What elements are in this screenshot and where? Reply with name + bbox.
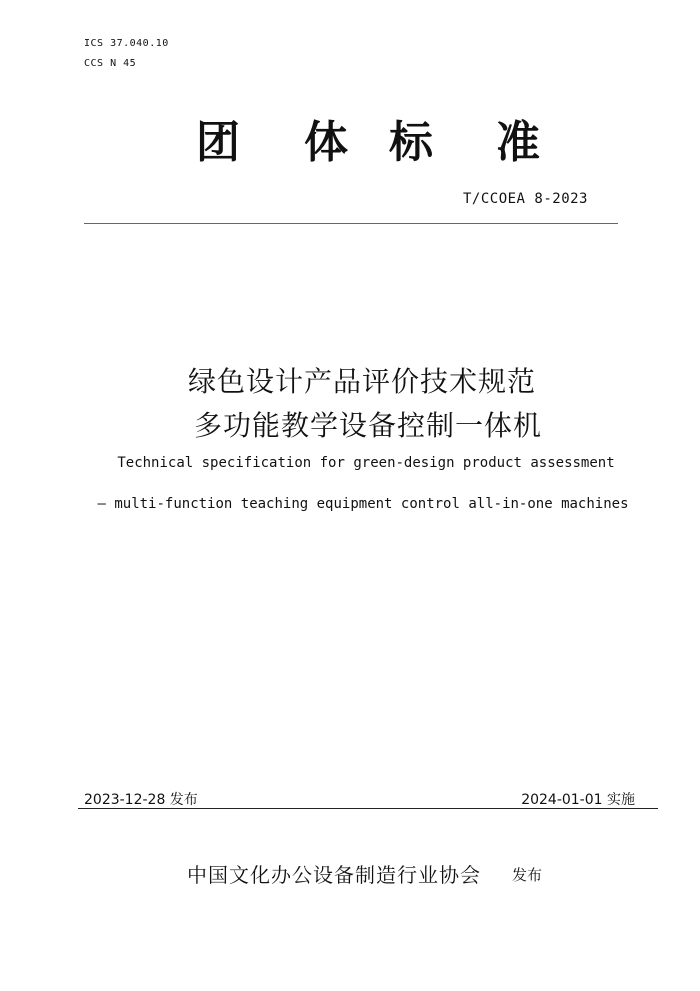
standard-number: T/CCOEA 8-2023 <box>462 191 588 207</box>
standard-type-char: 标 <box>389 117 433 168</box>
title-en-line1: Technical specification for green-design product assessment <box>117 455 615 471</box>
issuer-name: 中国文化办公设备制造行业协会 <box>187 863 481 887</box>
implement-date: 2024-01-01 实施 <box>521 792 635 808</box>
title-en-line2: — multi-function teaching equipment control all-in-one machines <box>97 496 629 512</box>
standard-type-char: 团 <box>196 117 240 168</box>
header-divider <box>84 223 618 224</box>
issuer-action: 发布 <box>512 866 543 884</box>
publish-date: 2023-12-28 发布 <box>84 792 198 808</box>
standard-type-char: 准 <box>496 117 540 168</box>
footer-divider <box>78 808 658 809</box>
title-cn-line2: 多功能教学设备控制一体机 <box>193 409 542 442</box>
title-cn-line1: 绿色设计产品评价技术规范 <box>187 365 536 398</box>
ccs-code: CCS N 45 <box>84 58 137 69</box>
ics-code: ICS 37.040.10 <box>84 38 169 49</box>
standard-type-char: 体 <box>304 117 348 168</box>
